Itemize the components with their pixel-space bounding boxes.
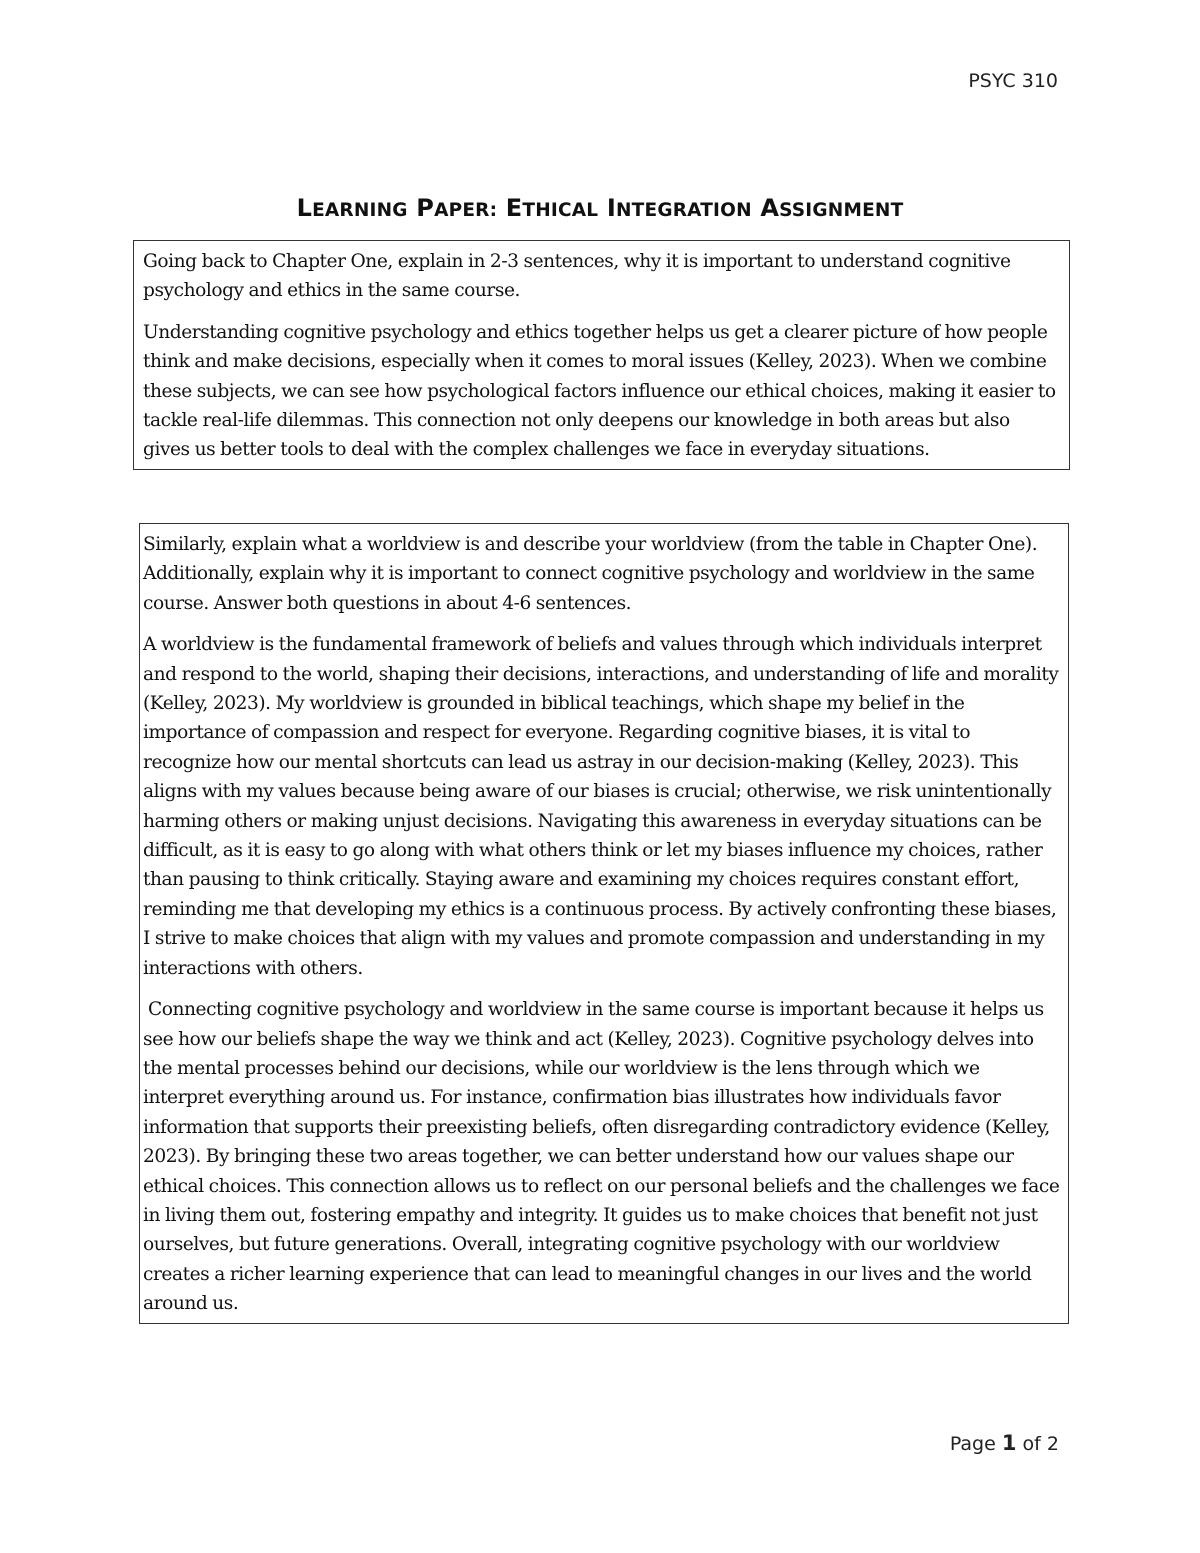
title-initial: A: [760, 194, 780, 222]
document-title: [0, 194, 1200, 222]
title-initial: I: [606, 194, 616, 222]
question-prompt: Going back to Chapter One, explain in 2-3 sentences, why it is important to understand cognitive psychology and ethics in the same course.: [143, 251, 1011, 302]
answer-paragraph: Connecting cognitive psychology and worldview in the same course is important because it helps us see how our beliefs shape the way we think and act (Kelley, 2023). Cognitive psychology delves into the mental processes behind our decisions, while our worldview is the lens through which we interpret everything around us. For instance, confirmation bias illustrates how individuals favor information that supports their preexisting beliefs, often disregarding contradictory evidence (Kelley, 2023). By bringing these two areas together, we can better understand how our values shape our ethical choices. This connection allows us to reflect on our personal beliefs and the challenges we face in living them out, fostering empathy and integrity. It guides us to make choices that benefit not just ourselves, but future generations. Overall, integrating cognitive psychology with our worldview creates a richer learning experience that can lead to meaningful changes in our lives and the world around us.: [143, 999, 1065, 1315]
title-text: EARNING: [312, 200, 408, 221]
page-number-footer: [950, 1431, 1059, 1455]
question-box-ethics: [133, 240, 1070, 470]
answer-paragraph: Understanding cognitive psychology and ethics together helps us get a clearer picture of how people think and make decisions, especially when it comes to moral issues (Kelley, 2023). When we combine these subjects, we can see how psychological factors influence our ethical choices, making it easier to tackle real-life dilemmas. This connection not only deepens our knowledge in both areas but also gives us better tools to deal with the complex challenges we face in everyday situations.: [143, 321, 1056, 461]
page-label: Page: [949, 1433, 996, 1455]
title-initial: L: [296, 194, 313, 222]
total-pages: 2: [1046, 1433, 1059, 1455]
title-initial: E: [505, 194, 523, 222]
title-initial: P: [416, 194, 435, 222]
question-prompt: Similarly, explain what a worldview is and describe your worldview (from the table in Chapter One). Additionally, explain why it is important to connect cognitive psychology and worldview in the same course. Answer both questions in about 4-6 sentences.: [143, 534, 1038, 614]
title-text: NTEGRATION: [615, 200, 752, 221]
course-code-header: PSYC 310: [968, 70, 1058, 92]
title-text: APER:: [434, 200, 498, 221]
current-page: 1: [1001, 1431, 1017, 1455]
answer-paragraph: A worldview is the fundamental framework of beliefs and values through which individuals interpret and respond to the world, shaping their decisions, interactions, and understanding of life and morality (Kelley, 2023). My worldview is grounded in biblical teachings, which shape my belief in the importance of compassion and respect for everyone. Regarding cognitive biases, it is vital to recognize how our mental shortcuts can lead us astray in our decision-making (Kelley, 2023). This aligns with my values because being aware of our biases is crucial; otherwise, we risk unintentionally harming others or making unjust decisions. Navigating this awareness in everyday situations can be difficult, as it is easy to go along with what others think or let my biases influence my choices, rather than pausing to think critically. Staying aware and examining my choices requires constant effort, reminding me that developing my ethics is a continuous process. By actively confronting these biases, I strive to make choices that align with my values and promote compassion and understanding in my interactions with others.: [143, 634, 1059, 979]
title-text: THICAL: [522, 200, 599, 221]
question-box-worldview: [139, 523, 1069, 1324]
title-text: SSIGNMENT: [779, 200, 904, 221]
of-label: of: [1022, 1433, 1041, 1455]
